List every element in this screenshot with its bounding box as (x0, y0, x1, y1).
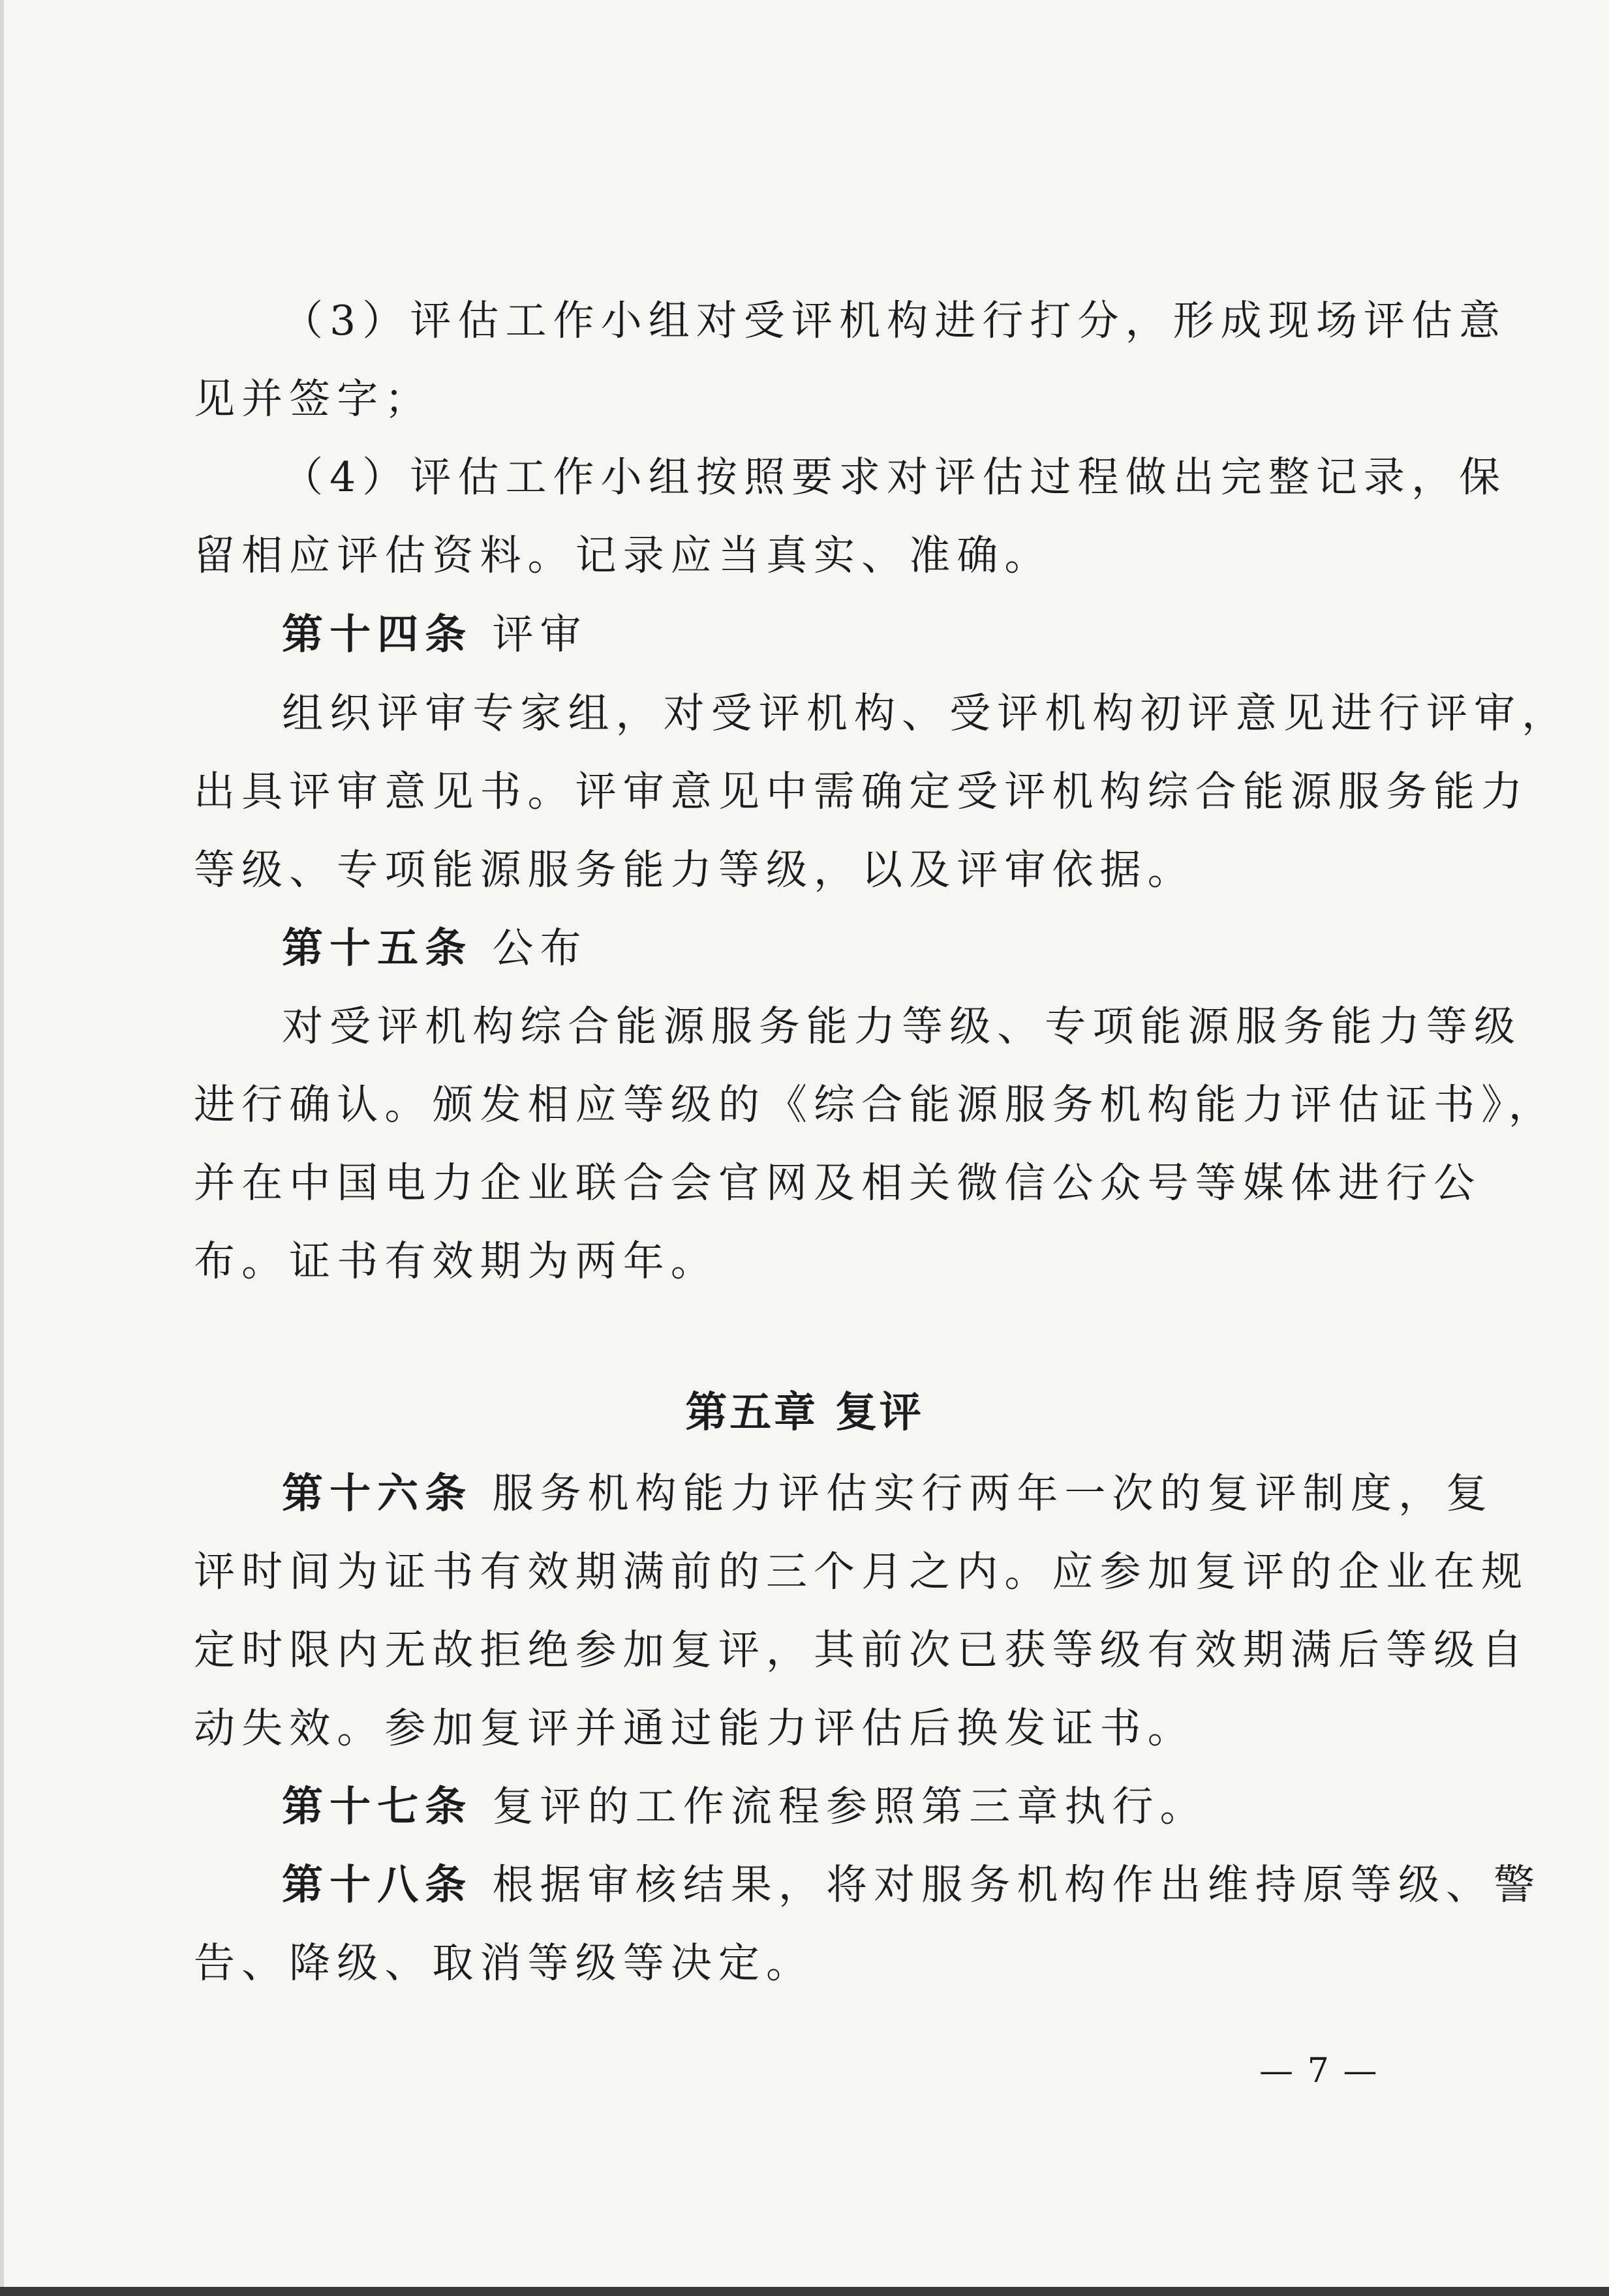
paragraph-line: 进行确认。颁发相应等级的《综合能源服务机构能力评估证书》， (194, 1081, 1556, 1128)
paragraph-line: 留相应评估资料。记录应当真实、准确。 (194, 532, 1052, 579)
article-15-title: 第十五条 (282, 924, 473, 972)
article-paragraph-16 (282, 1468, 1494, 1520)
article-paragraph-17 (282, 1781, 1208, 1833)
paragraph-line: 动失效。参加复评并通过能力评估后换发证书。 (194, 1704, 1195, 1752)
paragraph-line: 定时限内无故拒绝参加复评，其前次已获等级有效期满后等级自 (194, 1626, 1529, 1674)
paragraph-line: 评时间为证书有效期满前的三个月之内。应参加复评的企业在规 (194, 1548, 1529, 1595)
article-17-title: 第十七条 (282, 1783, 473, 1830)
article-18-text: 根据审核结果，将对服务机构作出维持原等级、警 (492, 1861, 1542, 1909)
article-heading (282, 609, 588, 661)
paragraph-line: 布。证书有效期为两年。 (194, 1237, 718, 1285)
page-number: — 7 — (1259, 2051, 1379, 2091)
article-heading (282, 922, 588, 974)
article-paragraph-18 (282, 1859, 1542, 1911)
article-16-text: 服务机构能力评估实行两年一次的复评制度，复 (492, 1470, 1494, 1517)
scan-left-edge (0, 0, 4, 2296)
article-17-text: 复评的工作流程参照第三章执行。 (492, 1783, 1208, 1830)
paragraph-line: 出具评审意见书。评审意见中需确定受评机构综合能源服务能力 (194, 768, 1529, 815)
article-15-subject: 公布 (492, 924, 588, 972)
article-16-title: 第十六条 (282, 1470, 473, 1517)
article-18-title: 第十八条 (282, 1861, 473, 1909)
article-14-title: 第十四条 (282, 611, 473, 658)
chapter-heading: 第五章 复评 (685, 1389, 924, 1437)
article-14-subject: 评审 (492, 611, 588, 658)
paragraph-line: （3）评估工作小组对受评机构进行打分，形成现场评估意 (282, 297, 1507, 344)
paragraph-line: 组织评审专家组，对受评机构、受评机构初评意见进行评审， (282, 689, 1570, 737)
paragraph-line: 对受评机构综合能源服务能力等级、专项能源服务能力等级 (282, 1003, 1522, 1050)
paragraph-line: 等级、专项能源服务能力等级，以及评审依据。 (194, 846, 1195, 894)
paragraph-line: 告、降级、取消等级等决定。 (194, 1939, 814, 1987)
scan-bottom-edge (0, 2287, 1609, 2296)
paragraph-line: （4）评估工作小组按照要求对评估过程做出完整记录，保 (282, 453, 1507, 501)
paragraph-line: 见并签字； (194, 375, 433, 423)
paragraph-line: 并在中国电力企业联合会官网及相关微信公众号等媒体进行公 (194, 1159, 1482, 1207)
